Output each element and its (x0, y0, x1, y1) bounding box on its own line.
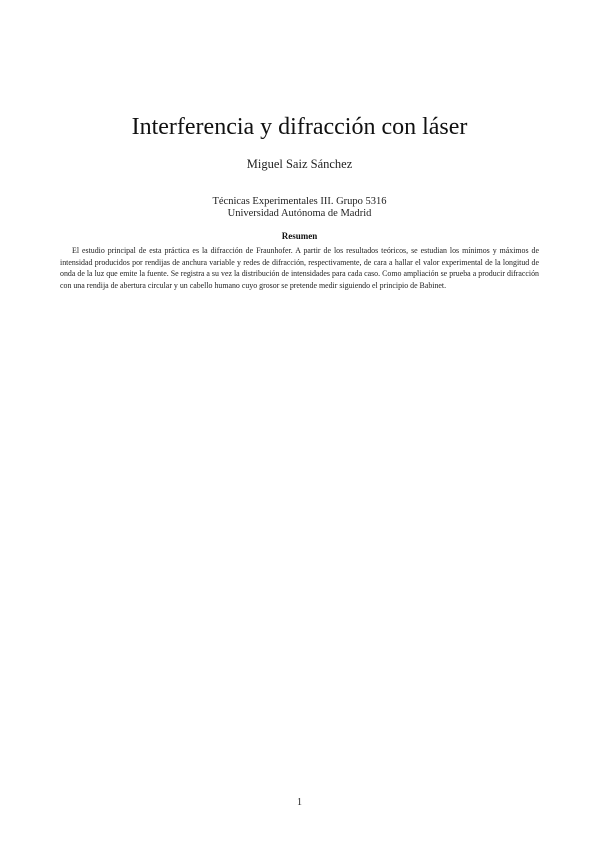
affiliation-university: Universidad Autónoma de Madrid (227, 208, 372, 219)
author-name: Miguel Saiz Sánchez (246, 157, 353, 171)
document-title: Interferencia y difracción con láser (131, 114, 468, 140)
affiliation-course: Técnicas Experimentales III. Grupo 5316 (212, 196, 387, 207)
affiliation-block (0, 196, 599, 220)
abstract-text: El estudio principal de esta práctica es la difracción de Fraunhofer. A partir de los resultados teóricos, se estudian los mínimos y máximos de intensidad producidos por rendijas de anchura variable y redes de difracción, respectivamente, de cara a hallar el valor experimental de la longitud de onda de la luz que emite la fuente. Se registra a su vez la distribución de intensidades para cada caso. Como ampliación se prueba a producir difracción con una rendija de abertura circular y un cabello humano cuyo grosor se pretende medir siguiendo el principio de Babinet. (60, 246, 539, 290)
abstract-heading: Resumen (281, 231, 318, 241)
page-number: 1 (297, 797, 302, 808)
